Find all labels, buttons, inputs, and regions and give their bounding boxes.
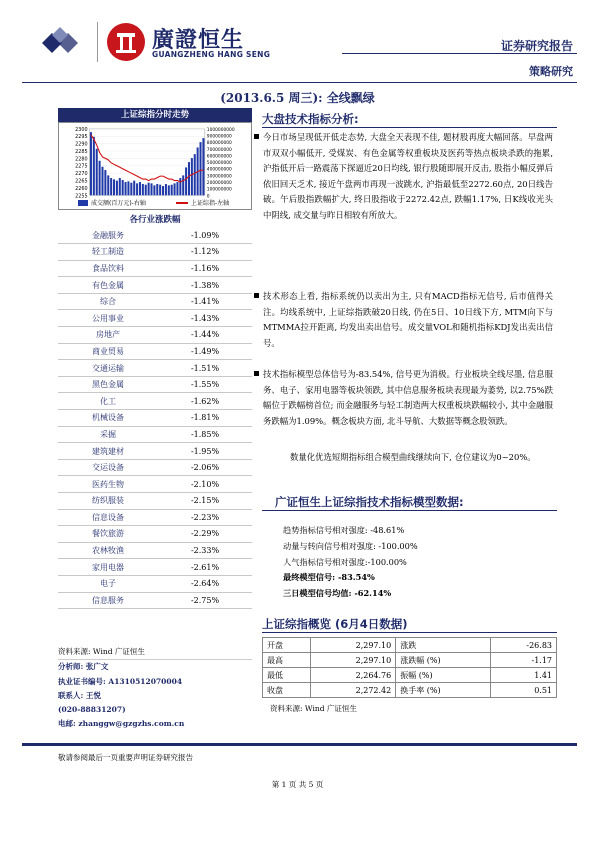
y-left-tick: 2295 (75, 134, 88, 141)
tech-paragraph-1-text: 今日市场呈现低开低走态势, 大盘全天表现不佳, 题材股再度大幅回落。早盘两市双双小幅低开, 受煤炭、有色金属等权重板块及医药等热点板块杀跌的拖累, 沪指低开后一路震荡下探逼近20日均线, 银行股随即展开反击, 股指小幅反弹后依旧回天乏术, 接近午盘两市再现一波跳水, 沪指最低至2272.60点, 20日线告破。午后股指跌幅扩大, 终日股指收于2272.42点, 跌幅1.17%, 日K线收光头中阴线, 成交量与昨日相较有所放大。 (263, 132, 553, 220)
y-left-tick: 2270 (75, 171, 88, 178)
brand-name-cn: 廣證恒生 (152, 28, 245, 53)
company-seal-icon (106, 22, 146, 62)
industry-name: 建筑建材 (92, 446, 124, 456)
overview-row (263, 683, 557, 698)
industry-row (58, 244, 252, 261)
overview-heading-rule (262, 632, 557, 633)
volume-bar (179, 178, 181, 195)
tech-heading-rule (262, 127, 557, 128)
industry-change: -1.16% (190, 263, 220, 273)
industry-name: 有色金属 (92, 280, 124, 290)
left-source: 资料来源: Wind 广证恒生 (58, 645, 252, 660)
industry-row (58, 509, 252, 526)
volume-bar (104, 170, 106, 195)
overview-value: 1.41 (490, 668, 556, 683)
industry-name: 金融服务 (92, 230, 124, 240)
volume-bar (159, 185, 161, 196)
company-logo-mark (38, 25, 90, 61)
volume-bar (153, 185, 155, 195)
contact-person: 联系人: 王悦 (58, 690, 101, 700)
chart-legend (58, 198, 252, 210)
volume-bar (150, 183, 152, 195)
industry-change: -2.10% (190, 479, 220, 489)
industry-row (58, 277, 252, 294)
overview-label: 开盘 (263, 638, 311, 653)
industry-row (58, 376, 252, 393)
model-sentiment: 人气指标信号相对强度:-100.00% (283, 556, 407, 567)
industry-change: -1.55% (190, 380, 220, 390)
industry-change: -1.95% (190, 446, 220, 456)
volume-bar (185, 167, 187, 195)
industry-name: 家用电器 (92, 562, 124, 572)
volume-bar (176, 182, 178, 195)
overview-label: 涨跌 (396, 638, 491, 653)
y-left-tick: 2260 (75, 185, 88, 192)
header-divider (97, 22, 98, 62)
y-right-tick: 1000000000 (206, 127, 235, 133)
overview-label: 最低 (263, 668, 311, 683)
volume-bar (139, 182, 141, 195)
y-left-tick: 2290 (75, 141, 88, 148)
industry-row (58, 559, 252, 576)
industry-row (58, 592, 252, 609)
industry-change: -2.15% (190, 496, 220, 506)
volume-bar (107, 175, 109, 195)
volume-bar (110, 178, 112, 195)
footer-disclaimer: 敬请参阅最后一页重要声明证券研究报告 (58, 753, 193, 762)
model-data (283, 523, 418, 602)
industry-name: 黑色金属 (92, 380, 124, 390)
industry-row (58, 393, 252, 410)
industry-row (58, 343, 252, 360)
industry-name: 综合 (100, 297, 116, 307)
industry-row (58, 327, 252, 344)
footer-rule (22, 743, 577, 746)
bullet-icon (254, 134, 259, 139)
overview-heading: 上证综指概览 (6月4日数据) (262, 617, 408, 631)
industry-change: -2.33% (190, 546, 220, 556)
analyst-info (58, 645, 252, 732)
page-number: 第 1 页 共 5 页 (271, 780, 324, 789)
industry-row (58, 360, 252, 377)
volume-bar (113, 179, 115, 195)
y-left-tick: 2280 (75, 156, 88, 163)
industry-change: -1.85% (190, 429, 220, 439)
industry-name: 轻工制造 (92, 247, 124, 257)
industry-row (58, 575, 252, 592)
license-number: 执业证书编号: A1310512070004 (58, 676, 183, 686)
header-rule (22, 82, 577, 83)
y-left-tick: 2275 (75, 163, 88, 170)
industry-change: -1.51% (190, 363, 220, 373)
volume-bar (90, 132, 92, 195)
industry-row (58, 542, 252, 559)
industry-row (58, 227, 252, 244)
intraday-chart (58, 122, 252, 210)
y-right-tick: 500000000 (206, 161, 232, 167)
tech-paragraph-1 (263, 130, 553, 224)
overview-label: 换手率 (%) (396, 683, 491, 698)
contact-email: 电邮: zhanggw@gzgzhs.com.cn (58, 719, 185, 729)
y-right-tick: 0 (206, 194, 210, 200)
model-heading-rule (262, 510, 557, 511)
volume-bar (156, 184, 158, 195)
industry-name: 餐饮旅游 (92, 529, 124, 539)
industry-row (58, 493, 252, 510)
analyst-name: 分析师: 张广文 (58, 662, 109, 672)
bullet-icon (254, 371, 259, 376)
industry-name: 信息服务 (92, 595, 124, 605)
y-left-tick: 2265 (75, 178, 88, 185)
volume-bar (130, 183, 132, 196)
volume-bar (122, 180, 124, 195)
overview-label: 收盘 (263, 683, 311, 698)
overview-label: 振幅 (%) (396, 668, 491, 683)
legend-swatch-index (176, 202, 188, 204)
volume-bar (133, 181, 135, 196)
volume-bar (174, 183, 176, 195)
industry-change: -1.38% (190, 280, 220, 290)
industry-title: 各行业涨跌幅 (129, 215, 181, 225)
industry-change: -1.44% (190, 330, 220, 340)
tech-paragraph-3 (263, 367, 553, 429)
overview-value: 2,297.10 (310, 653, 395, 668)
volume-bar (119, 178, 121, 195)
industry-change: -2.06% (190, 463, 220, 473)
industry-row (58, 476, 252, 493)
overview-value: 2,272.42 (310, 683, 395, 698)
industry-name: 交通运输 (92, 363, 124, 373)
overview-source: 资料来源: Wind 广证恒生 (270, 704, 357, 713)
industry-name: 农林牧渔 (92, 546, 124, 556)
report-subtype: 策略研究 (529, 65, 573, 78)
volume-bar (99, 161, 101, 196)
overview-row (263, 653, 557, 668)
overview-label: 涨跌幅 (%) (396, 653, 491, 668)
industry-name: 交运设备 (92, 463, 124, 473)
volume-bar (165, 184, 167, 195)
industry-change: -1.81% (190, 413, 220, 423)
legend-swatch-volume (78, 200, 88, 206)
volume-bar (145, 185, 147, 196)
industry-table (58, 227, 252, 609)
volume-bar (93, 137, 95, 195)
tech-paragraph-2 (263, 289, 553, 351)
industry-change: -1.09% (190, 230, 220, 240)
overview-value: 2,297.10 (310, 638, 395, 653)
industry-change: -1.12% (190, 247, 220, 257)
volume-bar (171, 185, 173, 196)
industry-name: 信息设备 (92, 512, 124, 522)
industry-name: 化工 (100, 396, 116, 406)
brand-name-en: GUANGZHENG HANG SENG (152, 50, 271, 59)
industry-row (58, 426, 252, 443)
volume-bar (116, 181, 118, 196)
volume-bar (194, 154, 196, 195)
y-right-tick: 300000000 (206, 174, 232, 180)
industry-row (58, 410, 252, 427)
model-final: 最终模型信号: -83.54% (283, 572, 375, 583)
volume-bar (188, 162, 190, 195)
industry-name: 机械设备 (92, 413, 124, 423)
y-right-tick: 700000000 (206, 147, 232, 153)
overview-value: -26.83 (490, 638, 556, 653)
industry-row (58, 526, 252, 543)
industry-change: -1.49% (190, 346, 220, 356)
industry-name: 纺织服装 (92, 496, 124, 506)
industry-name: 公用事业 (92, 313, 124, 323)
industry-change: -1.43% (190, 313, 220, 323)
industry-name: 商业贸易 (92, 346, 124, 356)
chart-title: 上证综指分时走势 (58, 108, 252, 122)
industry-row (58, 459, 252, 476)
volume-bar (125, 182, 127, 195)
bullet-icon (254, 293, 259, 298)
industry-row (58, 443, 252, 460)
volume-bar (191, 158, 193, 195)
y-right-tick: 600000000 (206, 154, 232, 160)
volume-bar (200, 142, 202, 195)
volume-bar (136, 183, 138, 195)
industry-change: -2.75% (190, 595, 220, 605)
y-left-tick: 2285 (75, 148, 88, 155)
overview-label: 最高 (263, 653, 311, 668)
model-trend: 趋势指标信号相对强度: -48.61% (283, 525, 405, 535)
volume-bar (101, 167, 103, 196)
industry-name: 电子 (100, 579, 116, 589)
tech-heading: 大盘技术指标分析: (262, 112, 359, 126)
industry-name: 房地产 (96, 330, 120, 340)
volume-bar (142, 184, 144, 195)
industry-change: -2.64% (190, 579, 220, 589)
y-right-tick: 900000000 (206, 134, 232, 140)
volume-bar (202, 138, 204, 195)
industry-change: -2.61% (190, 562, 220, 572)
tech-paragraph-2-text: 技术形态上看, 指标系统仍以卖出为主, 只有MACD指标无信号, 后市值得关注。均线系统中, 上证综指跌破20日线, 仍在5日、10日线下方, MTM向下与MTMMA拉开距离, 均发出卖出信号。成交量VOL和随机指标KDJ发出卖出信号。 (263, 291, 553, 348)
y-left-tick: 2255 (75, 193, 88, 200)
volume-bar (148, 183, 150, 196)
contact-phone: (020-88831207) (58, 705, 126, 715)
legend-label-index: 上证综指-左轴 (191, 200, 230, 207)
overview-value: -1.17 (490, 653, 556, 668)
industry-name: 食品饮料 (92, 263, 124, 273)
model-momentum: 动量与转向信号相对强度: -100.00% (283, 540, 418, 551)
volume-bar (182, 175, 184, 195)
volume-bar (162, 186, 164, 195)
industry-row (58, 293, 252, 310)
page-title: (2013.6.5 周三): 全线飘绿 (220, 91, 375, 105)
volume-bar (127, 181, 129, 195)
industry-change: -2.23% (190, 512, 220, 522)
volume-bar (168, 185, 170, 195)
report-type: 证券研究报告 (500, 39, 573, 53)
header-rule-top (342, 53, 577, 54)
legend-label-volume: 成交额(百万元)-右轴 (91, 200, 146, 207)
y-right-tick: 400000000 (206, 167, 232, 173)
model-heading: 广证恒生上证综指技术指标模型数据: (275, 495, 464, 509)
tech-paragraph-4: 数量化优选短期指标组合模型曲线继续向下, 仓位建议为0~20%。 (290, 452, 536, 462)
tech-paragraph-3-text: 技术指标模型总体信号为-83.54%, 信号更为消极。行业板块全线尽墨, 信息服务、电子、家用电器等板块领跌, 其中信息服务板块表现最为萎势, 以2.75%跌幅位于跌幅榜首位; 而金融服务与轻工制造两大权重板块跌幅较小, 其中金融服务跌幅为1.09%。概念板块方面, 北斗导航、大数据等概念股领跌。 (263, 369, 553, 426)
overview-row (263, 668, 557, 683)
volume-bar (96, 149, 98, 196)
industry-name: 医药生物 (92, 479, 124, 489)
y-left-tick: 2300 (75, 126, 88, 133)
y-right-tick: 100000000 (206, 187, 232, 193)
y-right-tick: 200000000 (206, 180, 232, 186)
model-three-day: 三日模型信号均值: -62.14% (283, 588, 392, 599)
industry-change: -1.41% (190, 297, 220, 307)
industry-change: -2.29% (190, 529, 220, 539)
overview-row (263, 638, 557, 653)
overview-value: 0.51 (490, 683, 556, 698)
industry-row (58, 260, 252, 277)
overview-value: 2,264.76 (310, 668, 395, 683)
y-right-tick: 800000000 (206, 141, 232, 147)
industry-row (58, 310, 252, 327)
industry-name: 采掘 (100, 429, 116, 439)
overview-table (262, 637, 557, 698)
plot-area (90, 129, 205, 195)
industry-change: -1.62% (190, 396, 220, 406)
